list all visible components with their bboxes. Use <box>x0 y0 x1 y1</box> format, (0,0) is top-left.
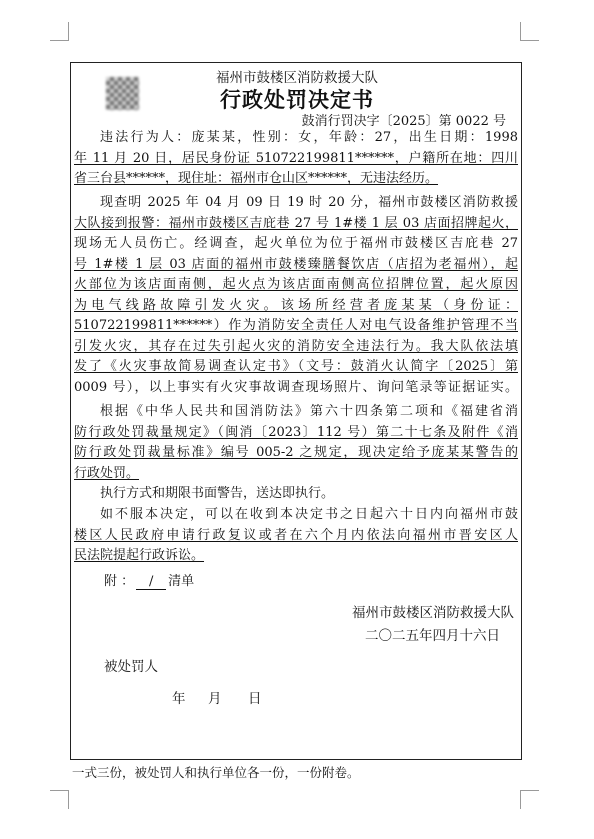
document-title: 行政处罚决定书 <box>220 87 374 112</box>
text-line: 大队接到报警：福州市鼓楼区吉庇巷 27 号 1#楼 1 层 03 店面招牌起火， <box>74 215 518 231</box>
text-line: 号 1#楼 1 层 03 店面的福州市鼓楼臻膳餐饮店（店招为老福州），起 <box>74 256 518 272</box>
text-line: 行政处罚。 <box>74 465 140 481</box>
penalized-party-label: 被处罚人 <box>104 659 158 675</box>
text-line: 省三台县******，现住址：福州市仓山区******，无违法经历。 <box>74 171 439 186</box>
text-line: 楼区人民政府申请行政复议或者在六个月内依法向福州市晋安区人 <box>74 527 518 543</box>
paragraph-legal-basis <box>74 402 518 484</box>
text-line: 510722199811******）作为消防安全责任人对电气设备维护管理不当 <box>74 318 518 333</box>
paragraph-appeal <box>74 505 518 567</box>
attachment-line <box>104 570 194 590</box>
text-line: 防行政处罚裁量规定》（闽消〔2023〕112 号）第二十七条及附件《消 <box>74 424 518 440</box>
signature-organization: 福州市鼓楼区消防救援大队 <box>352 605 514 621</box>
text-line: 发了《火灾事故简易调查认定书》（文号：鼓消火认简字〔2025〕第 <box>74 359 518 374</box>
attachment-value: / <box>136 574 166 590</box>
crop-mark-bottom-right <box>520 790 539 809</box>
text-line: 引发火灾，其存在过失引起火灾的消防安全违法行为。我大队依法填 <box>74 338 518 354</box>
signature-date: 二〇二五年四月十六日 <box>365 628 500 644</box>
attachment-label: 附 ： <box>104 574 135 589</box>
text-line: 民法院提起行政诉讼。 <box>74 548 205 563</box>
text-line: 违法行为人：庞某某，性别：女，年龄：27，出生日期：1998 <box>100 130 518 145</box>
date-year-label: 年 <box>172 691 186 707</box>
crop-mark-top-left <box>50 22 69 41</box>
document-number: 鼓消行罚决字〔2025〕第 0022 号 <box>301 114 506 129</box>
penalized-date <box>172 687 262 707</box>
text-line: 现查明 2025 年 04 月 09 日 19 时 20 分，福州市鼓楼区消防救援 <box>100 195 518 210</box>
paragraph-facts <box>74 193 518 398</box>
text-line: 防行政处罚裁量标准》编号 005-2 之规定，现决定给予庞某某警告的 <box>74 445 518 460</box>
paragraph-execution <box>74 484 518 505</box>
crop-mark-top-right <box>520 22 539 41</box>
text-line: 执行方式和期限书面警告，送达即执行。 <box>100 486 335 501</box>
footer-note: 一式三份，被处罚人和执行单位各一份，一份附卷。 <box>72 765 360 780</box>
paragraph-offender-info <box>74 128 518 190</box>
date-month-label: 月 <box>208 691 222 707</box>
issuing-organization: 福州市鼓楼区消防救援大队 <box>216 70 378 86</box>
text-line: 如不服本决定，可以在收到本决定书之日起六十日内向福州市鼓 <box>100 507 518 522</box>
text-line: 年 11 月 20 日，居民身份证 510722199811******，户籍所在地：四川 <box>74 150 518 166</box>
text-line: 根据《中华人民共和国消防法》第六十四条第二项和《福建省消 <box>100 404 518 419</box>
attachment-suffix: 清单 <box>168 574 195 589</box>
text-line: 0009 号），以上事实有火灾事故调查现场照片、询问笔录等证据证实。 <box>74 379 518 395</box>
text-line: 火部位为该店面南侧，起火点为该店面南侧高位招牌位置，起火原因 <box>74 277 518 292</box>
crop-mark-bottom-left <box>50 790 69 809</box>
text-line: 现场无人员伤亡。经调查，起火单位为位于福州市鼓楼区吉庇巷 27 <box>74 236 518 251</box>
date-day-label: 日 <box>248 691 262 707</box>
text-line: 为电气线路故障引发火灾。该场所经营者庞某某（身份证： <box>74 297 518 313</box>
